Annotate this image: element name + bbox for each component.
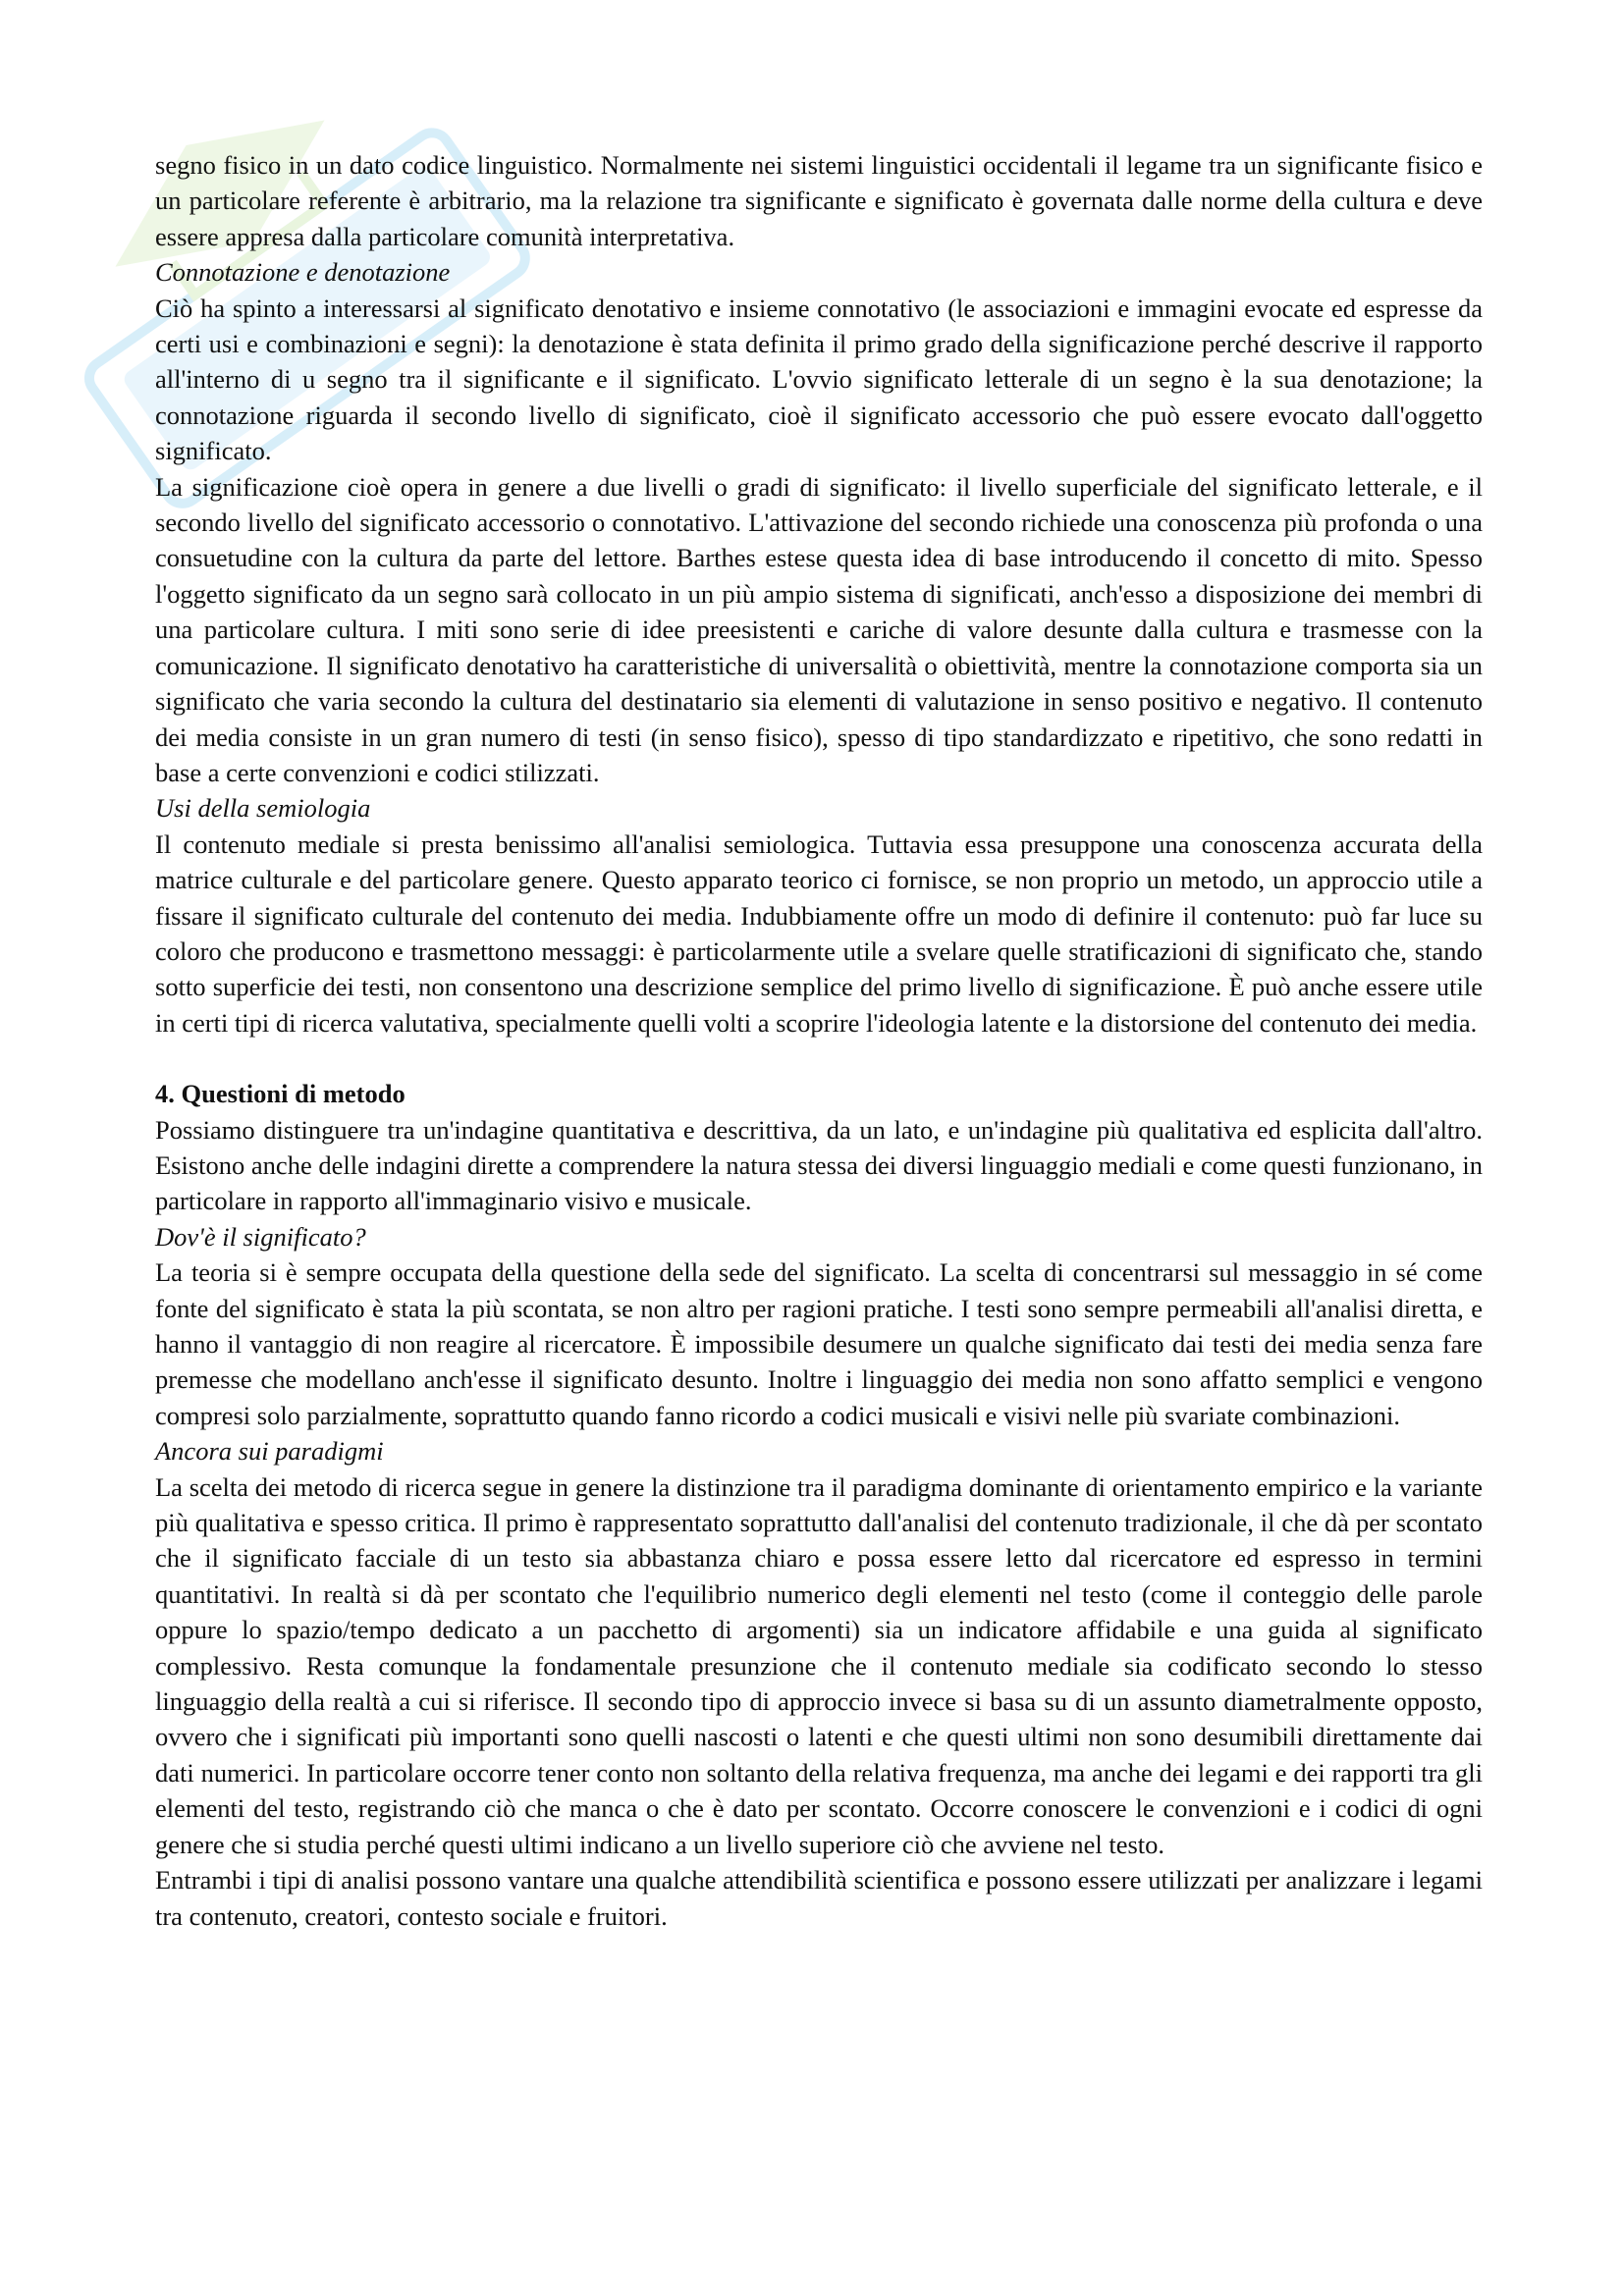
paragraph-metodo: Possiamo distinguere tra un'indagine quantitativa e descrittiva, da un lato, e un'indagine più qualitativa ed esplicita dall'altro. Esistono anche delle indagini dirette a comprendere la natura stessa dei diversi linguaggio mediali e come questi funzionano, in particolare in rapporto all'immaginario visivo e musicale. — [155, 1114, 1483, 1216]
paragraph-usi-semiologia: Il contenuto mediale si presta benissimo all'analisi semiologica. Tuttavia essa presuppone una conoscenza accurata della matrice culturale e del particolare genere. Questo apparato teorico ci fornisce, se non proprio un metodo, un approccio utile a fissare il significato culturale del contenuto dei media. Indubbiamente offre un modo di definire il contenuto: può far luce su coloro che producono e trasmettono messaggi: è particolarmente utile a svelare quelle stratificazioni di significato che, stando sotto superficie dei testi, non consentono una descrizione semplice del primo livello di significazione. È può anche essere utile in certi tipi di ricerca valutativa, specialmente quelli volti a scoprire l'ideologia latente e la distorsione del contenuto dei media. — [155, 828, 1483, 1038]
subheading-usi-semiologia: Usi della semiologia — [155, 793, 371, 824]
paragraph-connotazione: Ciò ha spinto a interessarsi al significato denotativo e insieme connotativo (le associazioni e immagini evocate ed espresse da certi usi e combinazioni e segni): la denotazione è stata definita il primo grado della significazione perché descrive il rapporto all'interno di u segno tra il significante e il significato. L'ovvio significato letterale di un segno è la sua denotazione; la connotazione riguarda il secondo livello di significato, cioè il significato accessorio che può essere evocato dall'oggetto significato. — [155, 293, 1483, 466]
paragraph-significato: La teoria si è sempre occupata della questione della sede del significato. La scelta di concentrarsi sul messaggio in sé come fonte del significato è stata la più scontata, se non altro per ragioni pratiche. I testi sono sempre permeabili all'analisi diretta, e hanno il vantaggio di non reagire al ricercatore. È impossibile desumere un qualche significato dai testi dei media senza fare premesse che modellano anch'esse il significato desunto. Inoltre i linguaggio dei media non sono affatto semplici e vengono compresi solo parzialmente, soprattutto quando fanno ricordo a codici musicali e visivi nelle più svariate combinazioni. — [155, 1257, 1483, 1430]
paragraph-significazione: La significazione cioè opera in genere a due livelli o gradi di significato: il livello superficiale del significato letterale, e il secondo livello del significato accessorio o connotativo. L'attivazione del secondo richiede una conoscenza più profonda o una consuetudine con la cultura da parte del lettore. Barthes estese questa idea di base introducendo il concetto di mito. Spesso l'oggetto significato da un segno sarà collocato in un più ampio sistema di significati, anch'esso a disposizione dei membri di una particolare cultura. I miti sono serie di idee preesistenti e cariche di valore desunte dalla cultura e trasmesse con la comunicazione. Il significato denotativo ha caratteristiche di universalità o obiettività, mentre la connotazione comporta sia un significato che varia secondo la cultura del destinatario sia elementi di valutazione in senso positivo e negativo. Il contenuto dei media consiste in un gran numero di testi (in senso fisico), spesso di tipo standardizzato e ripetitivo, che sono redatti in base a certe convenzioni e codici stilizzati. — [155, 471, 1483, 787]
subheading-paradigmi: Ancora sui paradigmi — [155, 1436, 384, 1467]
subheading-significato: Dov'è il significato? — [155, 1221, 366, 1252]
paragraph-conclusione: Entrambi i tipi di analisi possono vantare una qualche attendibilità scientifica e possono essere utilizzati per analizzare i legami tra contenuto, creatori, contesto sociale e fruitori. — [155, 1865, 1483, 1931]
paragraph-intro: segno fisico in un dato codice linguistico. Normalmente nei sistemi linguistici occidentali il legame tra un significante fisico e un particolare referente è arbitrario, ma la relazione tra significante e significato è governata dalle norme della cultura e deve essere appresa dalla particolare comunità interpretativa. — [155, 150, 1483, 251]
section-title-metodo: 4. Questioni di metodo — [155, 1079, 406, 1109]
paragraph-paradigmi: La scelta dei metodo di ricerca segue in genere la distinzione tra il paradigma dominante di orientamento empirico e la variante più qualitativa e spesso critica. Il primo è rappresentato soprattutto dall'analisi del contenuto tradizionale, il che dà per scontato che il significato facciale di un testo sia abbastanza chiaro e possa essere letto dal ricercatore ed espresso in termini quantitativi. In realtà si dà per scontato che l'equilibrio numerico degli elementi nel testo (come il conteggio delle parole oppure lo spazio/tempo dedicato a un pacchetto di argomenti) sia un indicatore affidabile e una guida al significato complessivo. Resta comunque la fondamentale presunzione che il contenuto mediale sia codificato secondo lo stesso linguaggio della realtà a cui si riferisce. Il secondo tipo di approccio invece si basa su di un assunto diametralmente opposto, ovvero che i significati più importanti sono quelli nascosti o latenti e che questi ultimi non sono desumibili direttamente dai dati numerici. In particolare occorre tener conto non soltanto della relativa frequenza, ma anche dei legami e dei rapporti tra gli elementi del testo, registrando ciò che manca o che è dato per scontato. Occorre conoscere le convenzioni e i codici di ogni genere che si studia perché questi ultimi indicano a un livello superiore ciò che avviene nel testo. — [155, 1471, 1483, 1859]
subheading-connotazione: Connotazione e denotazione — [155, 257, 451, 288]
document-page — [155, 147, 1483, 1934]
